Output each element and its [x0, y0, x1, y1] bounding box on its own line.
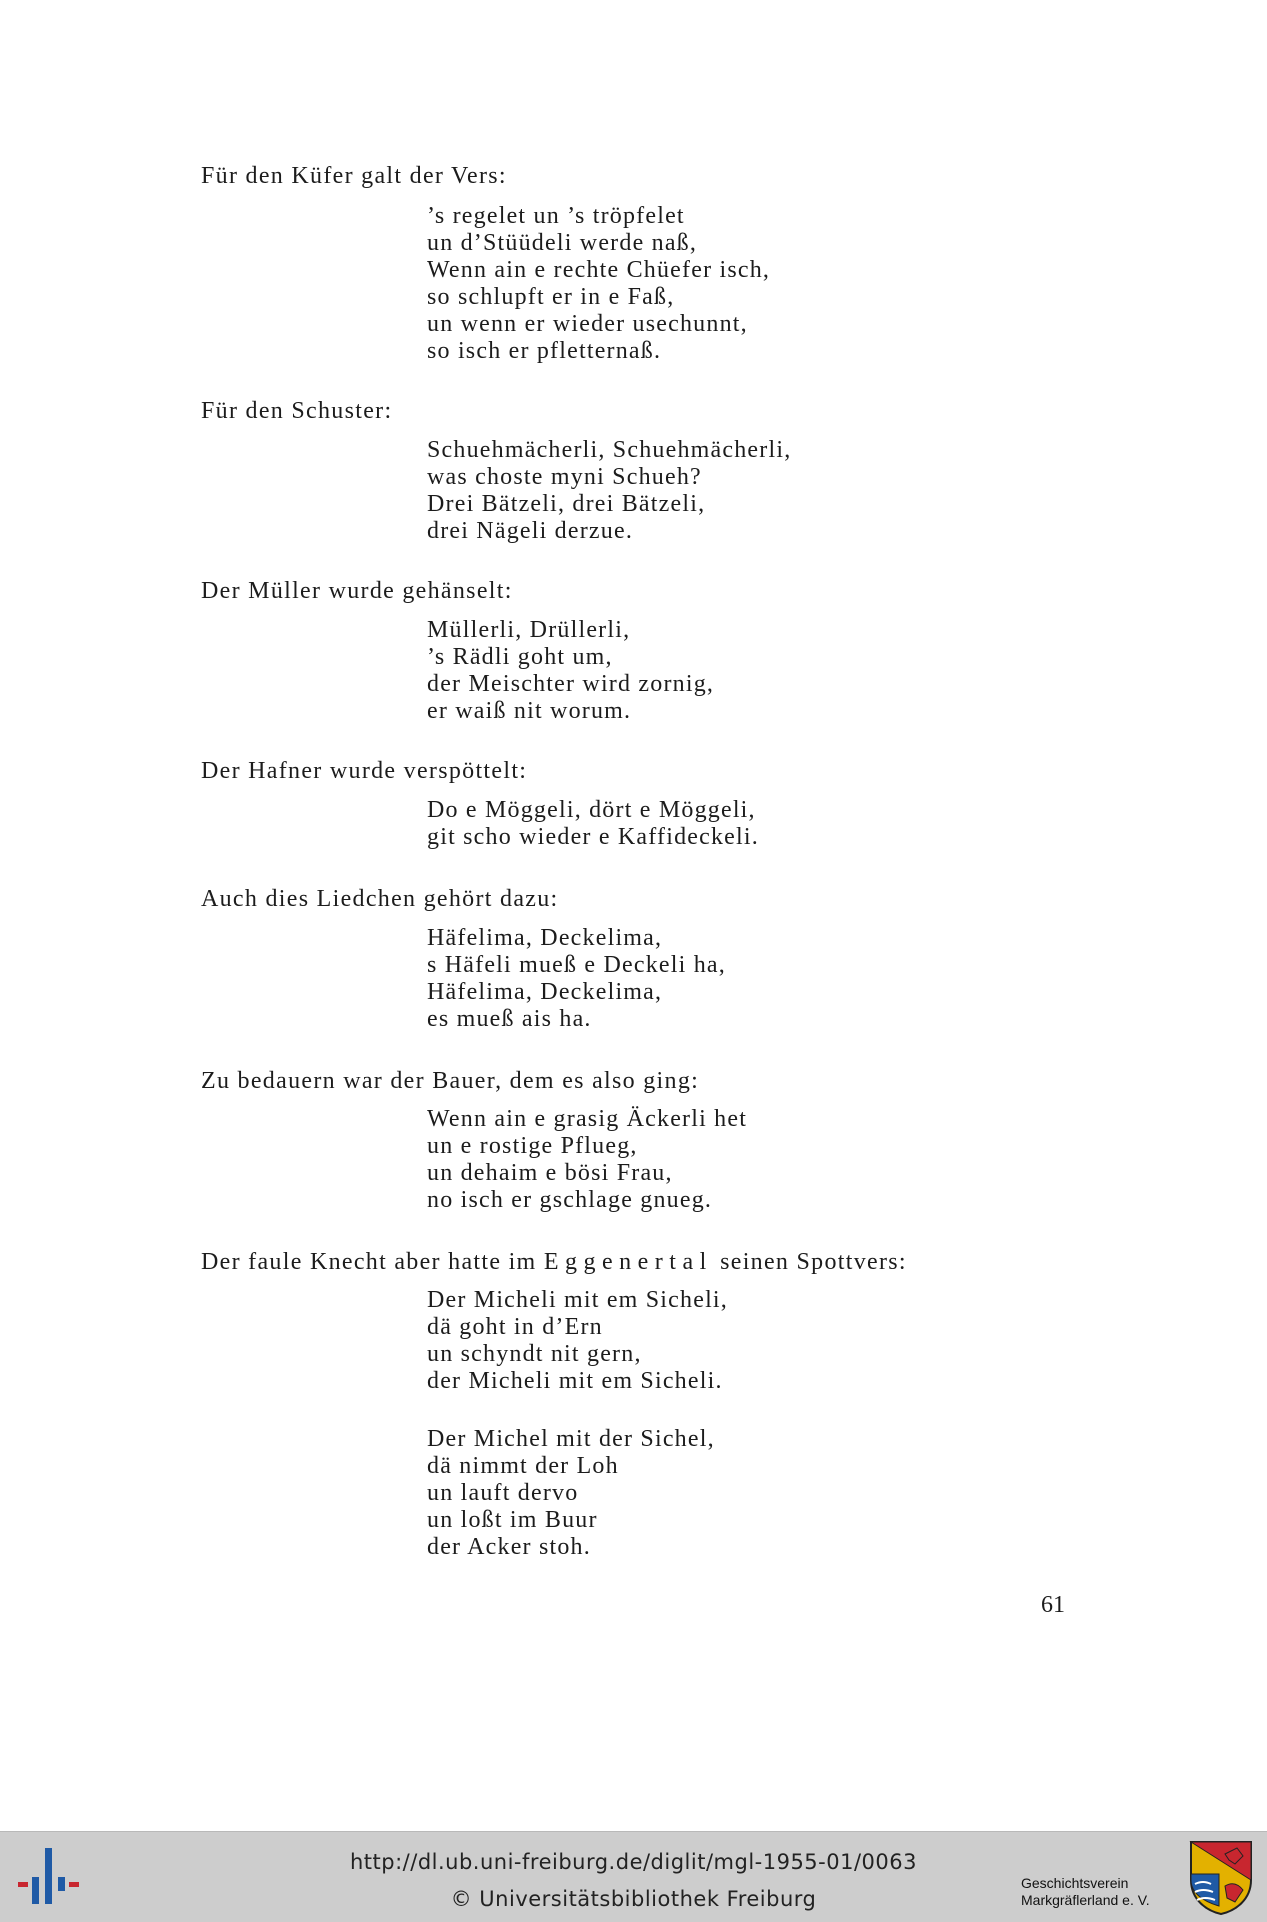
verse-block	[427, 1287, 728, 1395]
footer-bar	[0, 1831, 1267, 1922]
footer-copyright: © Universitätsbibliothek Freiburg	[450, 1887, 817, 1911]
verse-line: Drei Bätzeli, drei Bätzeli,	[427, 491, 706, 517]
verse-line: s Häfeli mueß e Deckeli ha,	[427, 952, 726, 978]
verse-line: un lauft dervo	[427, 1480, 579, 1506]
verse-line: un d’Stüüdeli werde naß,	[427, 230, 698, 256]
intro-text: Zu bedauern war der Bauer, dem es also ging:	[201, 1068, 700, 1094]
intro-text-end: seinen Spottvers:	[720, 1249, 907, 1275]
verse-line: drei Nägeli derzue.	[427, 518, 634, 544]
verse-line: un e rostige Pflueg,	[427, 1133, 638, 1159]
verse-line: git scho wieder e Kaffideckeli.	[427, 824, 759, 850]
verse-line: dä nimmt der Loh	[427, 1453, 619, 1479]
verse-block	[427, 925, 726, 1033]
verse-line: der Acker stoh.	[427, 1534, 591, 1560]
intro-text: Der Müller wurde gehänselt:	[201, 578, 513, 604]
verse-line: dä goht in d’Ern	[427, 1314, 603, 1340]
verse-line: so schlupft er in e Faß,	[427, 284, 675, 310]
verse-line: er waiß nit worum.	[427, 698, 632, 724]
verse-line: Do e Möggeli, dört e Möggeli,	[427, 797, 756, 823]
verse-line: no isch er gschlage gnueg.	[427, 1187, 713, 1213]
verse-line: un schyndt nit gern,	[427, 1341, 642, 1367]
society-name-line: Markgräflerland e. V.	[1021, 1892, 1150, 1908]
intro-text: Auch dies Liedchen gehört dazu:	[201, 886, 559, 912]
verse-block	[427, 1426, 715, 1561]
verse-line: es mueß ais ha.	[427, 1006, 592, 1032]
verse-line: un dehaim e bösi Frau,	[427, 1160, 673, 1186]
verse-line: Häfelima, Deckelima,	[427, 979, 663, 1005]
footer-url-link[interactable]: http://dl.ub.uni-freiburg.de/diglit/mgl-1955-01/0063	[349, 1850, 917, 1874]
verse-block	[427, 797, 759, 851]
page-number: 61	[1041, 1592, 1065, 1618]
verse-block	[427, 437, 791, 545]
verse-line: un loßt im Buur	[427, 1507, 598, 1533]
verse-line: Häfelima, Deckelima,	[427, 925, 663, 951]
coat-of-arms-icon	[1189, 1840, 1253, 1916]
verse-line: Der Micheli mit em Sicheli,	[427, 1287, 729, 1313]
verse-line: un wenn er wieder usechunnt,	[427, 311, 748, 337]
verse-line: ’s regelet un ’s tröpfelet	[427, 203, 685, 229]
verse-line: Wenn ain e rechte Chüefer isch,	[427, 257, 771, 283]
verse-line: ’s Rädli goht um,	[427, 644, 613, 670]
verse-block	[427, 1106, 747, 1214]
verse-line: der Micheli mit em Sicheli.	[427, 1368, 723, 1394]
verse-block	[427, 203, 770, 365]
place-name-spaced: Eggenertal	[543, 1249, 713, 1275]
verse-line: der Meischter wird zornig,	[427, 671, 715, 697]
intro-text: Für den Schuster:	[201, 398, 393, 424]
intro-text-start: Der faule Knecht aber hatte im	[201, 1249, 537, 1275]
verse-block	[427, 617, 714, 725]
verse-line: Müllerli, Drüllerli,	[427, 617, 631, 643]
society-name	[1021, 1875, 1150, 1909]
society-name-line: Geschichtsverein	[1021, 1875, 1129, 1891]
intro-text	[201, 1249, 907, 1276]
intro-text: Der Hafner wurde verspöttelt:	[201, 758, 528, 784]
verse-line: so isch er pfletternaß.	[427, 338, 662, 364]
verse-line: Schuehmächerli, Schuehmächerli,	[427, 437, 792, 463]
verse-line: was choste myni Schueh?	[427, 464, 702, 490]
verse-line: Der Michel mit der Sichel,	[427, 1426, 715, 1452]
intro-text: Für den Küfer galt der Vers:	[201, 163, 507, 189]
verse-line: Wenn ain e grasig Äckerli het	[427, 1106, 748, 1132]
